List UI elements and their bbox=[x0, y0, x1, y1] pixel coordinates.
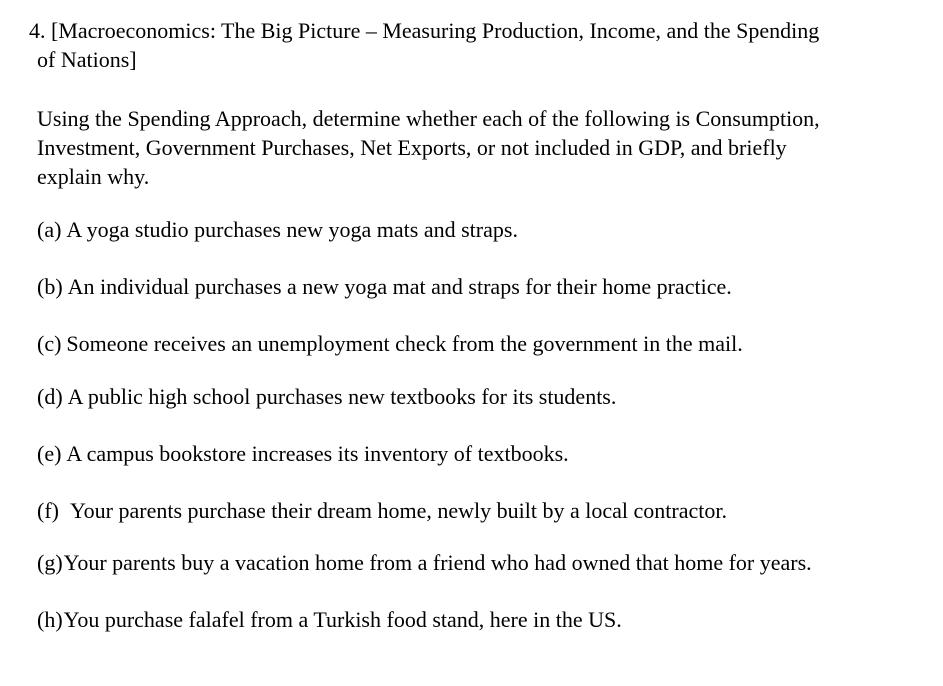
list-item bbox=[37, 500, 727, 522]
list-item bbox=[37, 386, 616, 408]
instructions-line-2: Investment, Government Purchases, Net Exports, or not included in GDP, and briefly bbox=[37, 135, 787, 160]
item-text: A yoga studio purchases new yoga mats and straps. bbox=[66, 217, 518, 242]
item-label: (h) bbox=[37, 607, 63, 632]
item-text: Your parents buy a vacation home from a friend who had owned that home for years. bbox=[63, 550, 812, 575]
item-label: (d) bbox=[37, 384, 63, 409]
item-label: (a) bbox=[37, 217, 62, 242]
item-text: You purchase falafel from a Turkish food stand, here in the US. bbox=[63, 607, 622, 632]
item-label: (b) bbox=[37, 274, 63, 299]
item-text: Someone receives an unemployment check from the government in the mail. bbox=[66, 331, 743, 356]
item-text: A public high school purchases new textbooks for its students. bbox=[67, 384, 617, 409]
list-item bbox=[37, 443, 569, 465]
item-label: (e) bbox=[37, 441, 62, 466]
item-label: (f) bbox=[37, 498, 59, 523]
instructions-line-3: explain why. bbox=[37, 164, 150, 189]
question-title-line-2: of Nations] bbox=[37, 47, 137, 72]
question-title-line-1: 4. [Macroeconomics: The Big Picture – Measuring Production, Income, and the Spending bbox=[29, 18, 820, 43]
item-label: (g) bbox=[37, 550, 63, 575]
item-text: An individual purchases a new yoga mat and straps for their home practice. bbox=[67, 274, 732, 299]
list-item bbox=[37, 333, 743, 355]
instructions-line-1: Using the Spending Approach, determine whether each of the following is Consumption, bbox=[37, 106, 820, 131]
list-item bbox=[37, 609, 622, 631]
list-item bbox=[37, 276, 732, 298]
item-label: (c) bbox=[37, 331, 62, 356]
list-item bbox=[37, 552, 812, 574]
item-text: Your parents purchase their dream home, newly built by a local contractor. bbox=[69, 498, 727, 523]
item-text: A campus bookstore increases its inventory of textbooks. bbox=[66, 441, 569, 466]
list-item bbox=[37, 219, 518, 241]
